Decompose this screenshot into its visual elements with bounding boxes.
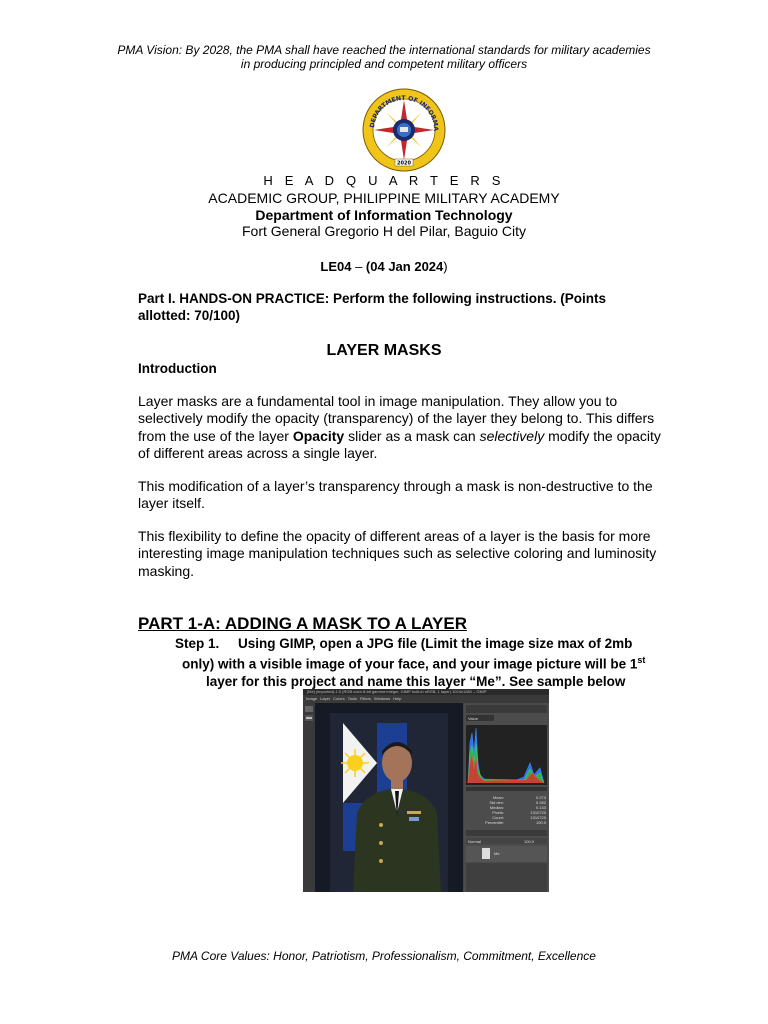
intro-paragraph-3: This flexibility to define the opacity of different areas of a layer is the basis for more interesting image manipulation techniques such as selective coloring and luminosity masking. [138,528,657,579]
stat-label: Std dev: [489,800,504,805]
gimp-menu-item-windows: Windows [373,696,391,701]
layers-mode: Normal [468,839,481,844]
step-1-superscript: st [637,655,646,665]
histogram-stats-values [506,795,546,825]
p1-selectively-term: selectively [479,427,545,444]
p1-text-b: slider as a mask can [344,427,480,444]
stat-label: Percentile: [485,820,504,825]
gimp-menu-bar [303,695,549,703]
gimp-menu-item-help: Help [393,696,402,701]
stat-value: 0.282 [535,800,546,805]
headquarters-heading: H E A D Q U A R T E R S [263,173,505,188]
stat-label: Median: [489,805,504,810]
p1-text-a: Layer masks are a fundamental tool in image manipulation. They allow you to selectively modify the opacity (transparency) of the layer they belong to. This differs from the use of the layer [138,393,655,444]
layers-opacity: 100.0 [524,839,535,844]
gimp-title-bar: [Me] (imported)-1.0 (RGB color 8-bit gamma integer, GIMP built-in sRGB, 1 layer) 1024x1280 – GIMP [303,689,549,695]
stat-label: Count: [492,815,504,820]
exercise-date: (04 Jan 2024 [365,259,444,274]
stat-label: Mean: [492,795,504,800]
part-one-line-2: allotted: 70/100) [138,308,241,323]
gimp-sample-screenshot [303,689,549,892]
stat-label: Pixels: [492,810,504,815]
location: Fort General Gregorio H del Pilar, Baguio City [241,223,526,239]
vision-statement [0,43,768,71]
svg-text:2020: 2020 [397,160,411,167]
part-one-line-1: Part I. HANDS-ON PRACTICE: Perform the following instructions. (Points [138,291,607,306]
gimp-canvas-photo [315,703,463,892]
exercise-code [0,259,768,274]
stat-value: 1310720 [530,810,546,815]
stat-value: 100.0 [535,820,546,825]
section-title: LAYER MASKS [326,342,442,359]
layer-name-me: Me [494,851,500,856]
p1-opacity-term: Opacity [292,427,345,444]
step-1-line-1: Step 1. Using GIMP, open a JPG file (Limit the image size max of 2mb [175,636,633,651]
department-seal-logo [362,86,446,174]
intro-heading: Introduction [138,361,217,376]
part-1a-heading: PART 1-A: ADDING A MASK TO A LAYER [138,614,467,633]
stat-value: 1310720 [530,815,546,820]
step-1-line-2-text: only) with a visible image of your face, and your image picture will be 1 [182,656,638,672]
exercise-dash: – [351,259,366,274]
svg-text:DEPARTMENT OF INFORMATION TECH: DEPARTMENT OF INFORMA [369,94,440,131]
histogram-stats-labels [468,795,504,825]
gimp-menu-item-tools: Tools [347,696,358,701]
exercise-id: LE04 [320,259,352,274]
department-name: Department of Information Technology [255,207,513,223]
academic-group: ACADEMIC GROUP, PHILIPPINE MILITARY ACADEMY [208,190,560,206]
gimp-right-dock [464,703,549,892]
vision-line-2: in producing principled and competent military officers [240,57,528,71]
intro-paragraph-1 [138,393,668,462]
intro-paragraph-2: This modification of a layer’s transparency through a mask is non-destructive to the layer itself. [138,478,653,512]
part-one-instructions [138,290,658,324]
gimp-menu-item-filters: Filters [360,696,371,701]
step-1-line-3: layer for this project and name this layer “Me”. See sample below [206,673,626,689]
exercise-close: ) [443,259,448,274]
step-1-line-2 [175,652,655,673]
vision-line-1: PMA Vision: By 2028, the PMA shall have reached the international standards for military academies [117,43,651,57]
stat-value: 0.273 [535,795,546,800]
stat-value: 0.133 [535,805,546,810]
step-1-instructions [175,635,655,690]
gimp-menu-item-image: Image [306,696,318,701]
histogram-channel: Value [468,716,478,721]
p1-text-c: modify the opacity of different areas across a single layer. [138,427,661,461]
core-values-footer: PMA Core Values: Honor, Patriotism, Professionalism, Commitment, Excellence [172,949,596,963]
gimp-menu-item-layer: Layer [320,696,331,701]
gimp-menu-item-colors: Colors [333,696,345,701]
gimp-toolbox [303,703,315,892]
